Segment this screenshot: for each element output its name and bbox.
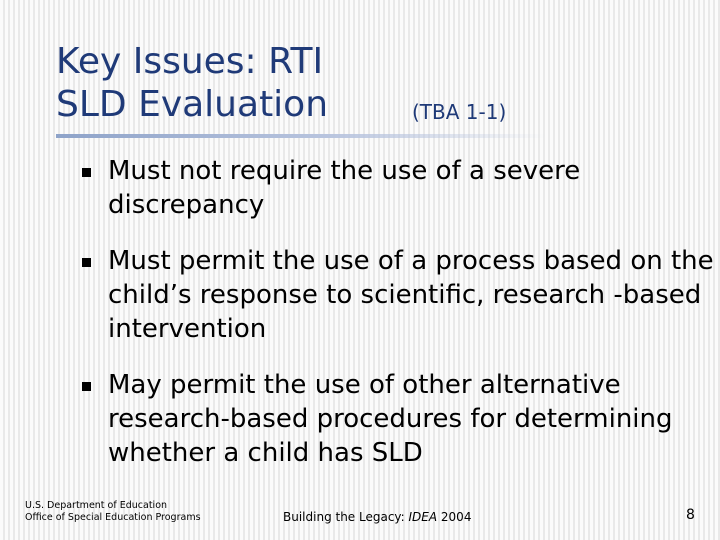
- square-bullet-icon: [82, 258, 91, 267]
- title-tag: (TBA 1-1): [412, 100, 507, 124]
- square-bullet-icon: [82, 168, 91, 177]
- title-line-1: Key Issues: RTI: [56, 41, 324, 82]
- page-number: 8: [686, 507, 695, 523]
- bullet-text: Must not require the use of a severe discrepancy: [108, 156, 581, 220]
- bullet-item: [80, 368, 714, 470]
- footer-tagline-suffix: 2004: [437, 510, 472, 524]
- footer-org-line-2: Office of Special Education Programs: [25, 512, 201, 523]
- footer-org-line-1: U.S. Department of Education: [25, 500, 168, 511]
- footer-tagline-idea: IDEA: [408, 510, 438, 524]
- square-bullet-icon: [82, 382, 91, 391]
- slide-title: [56, 40, 507, 126]
- footer-tagline: [283, 510, 471, 524]
- footer-organization: [25, 500, 201, 524]
- bullet-text: May permit the use of other alternative research-based procedures for determining whether a child has SLD: [108, 370, 673, 468]
- bullet-item: [80, 154, 714, 222]
- bullet-item: [80, 244, 714, 346]
- footer-tagline-prefix: Building the Legacy:: [283, 510, 409, 524]
- bullet-list: [80, 154, 714, 492]
- bullet-text: Must permit the use of a process based on the child’s response to scientific, research -based intervention: [108, 246, 714, 344]
- title-underline: [56, 134, 546, 138]
- title-line-2: SLD Evaluation: [56, 84, 329, 125]
